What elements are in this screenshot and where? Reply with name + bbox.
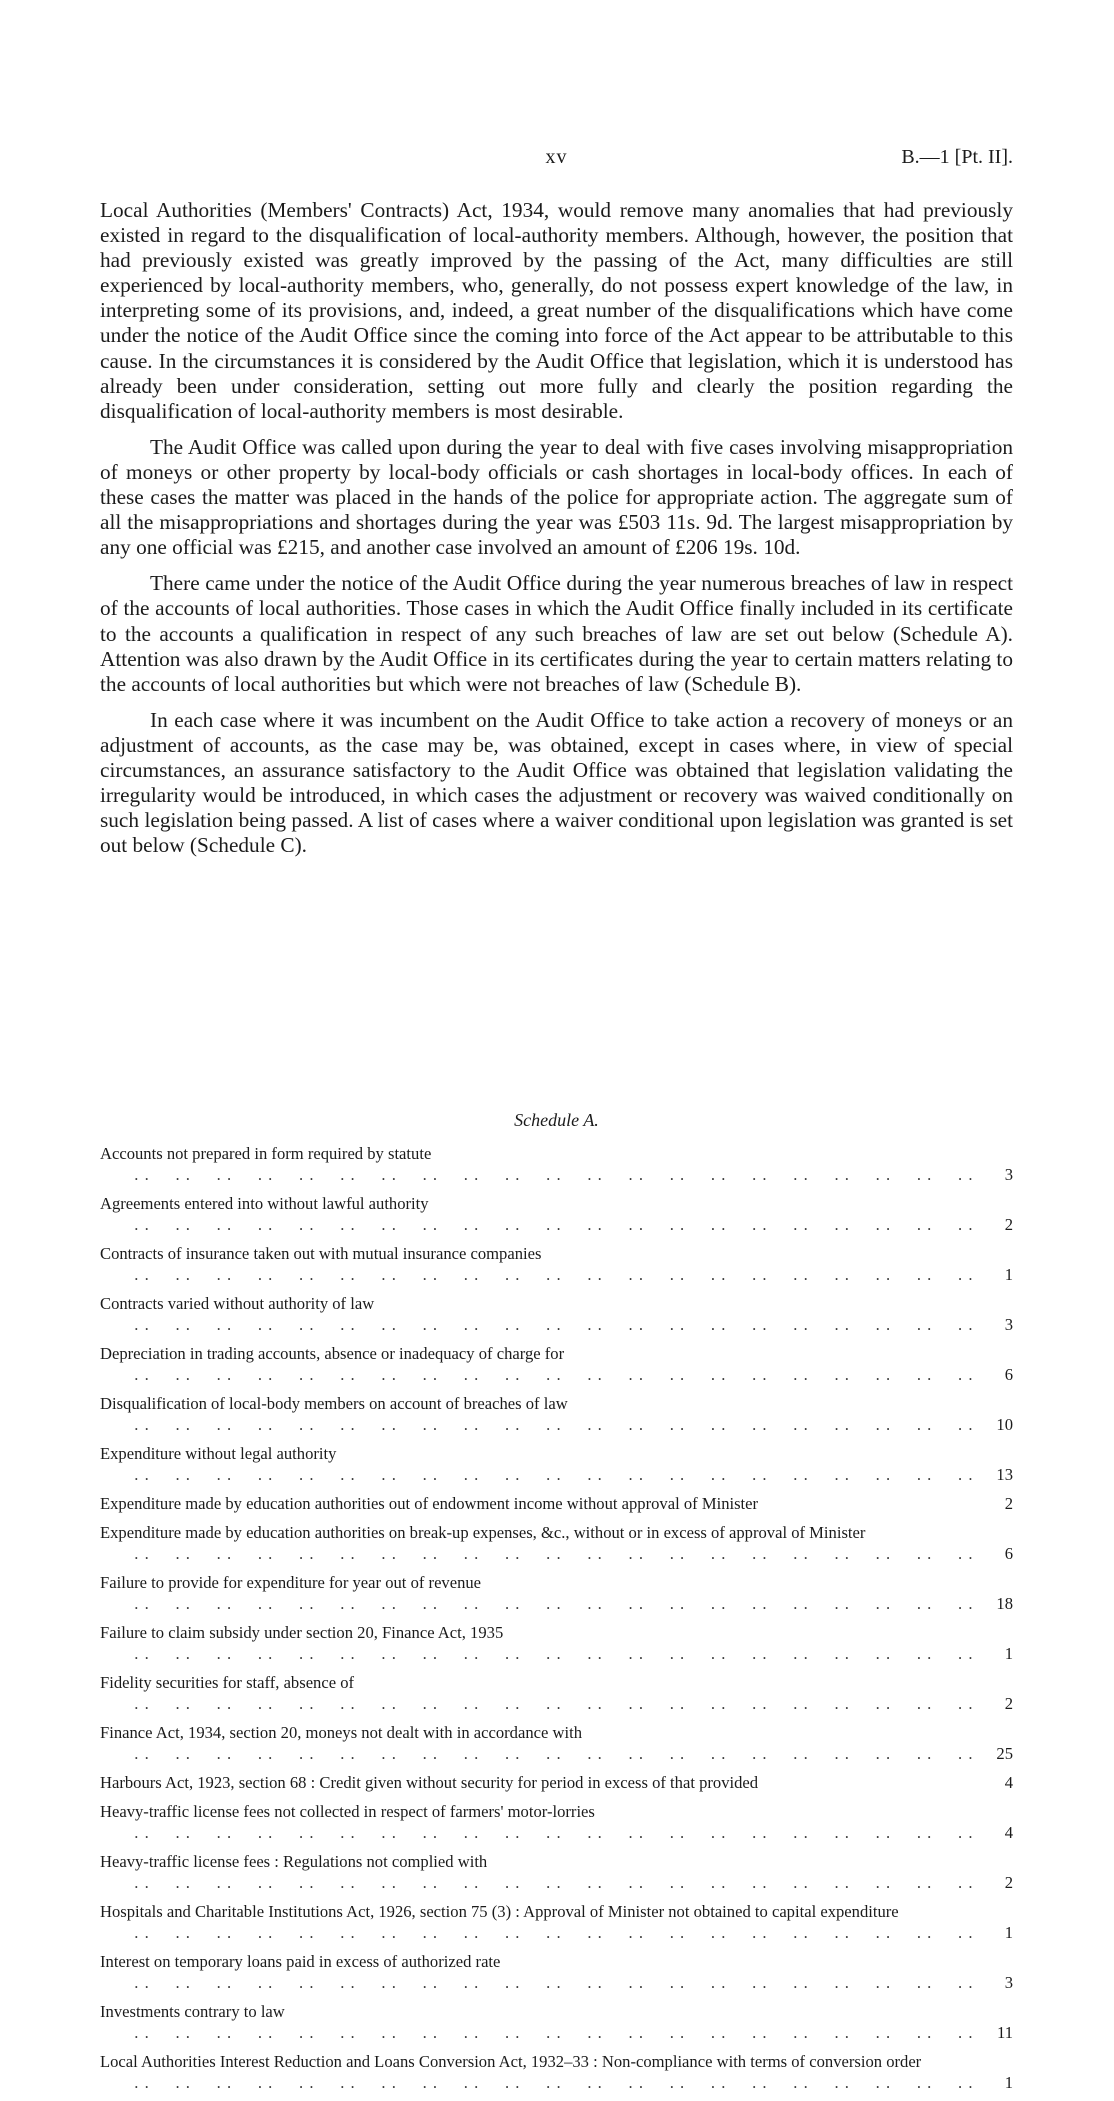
schedule-item-count: 1 [1004, 1265, 1013, 1284]
schedule-item-count: 1 [1004, 1644, 1013, 1663]
schedule-item-description: Local Authorities Interest Reduction and Loans Conversion Act, 1932–33 : Non-compliance with terms of conversion order . . [100, 2051, 977, 2093]
schedule-item-description: Expenditure made by education authorities out of endowment income without approval of Minister [100, 1493, 977, 1514]
schedule-item-description: Investments contrary to law . . [100, 2001, 977, 2043]
schedule-row [100, 1722, 1013, 1764]
schedule-list [100, 1143, 1013, 2101]
schedule-item-count: 25 [996, 1744, 1013, 1763]
schedule-item-count: 1 [1004, 2073, 1013, 2092]
paragraph: The Audit Office was called upon during the year to deal with five cases involving misappropriation of moneys or other property by local-body officials or cash shortages in local-body offices. In each of these cases the matter was placed in the hands of the police for appropriate action. The aggregate sum of all the misappropriations and shortages during the year was £503 11s. 9d. The largest misappropriation by any one official was £215, and another case involved an amount of £206 19s. 10d. [100, 434, 1013, 560]
schedule-row [100, 1493, 1013, 1514]
paragraph: In each case where it was incumbent on the Audit Office to take action a recovery of moneys or an adjustment of accounts, as the case may be, was obtained, except in cases where, in view of special circumstances, an assurance satisfactory to the Audit Office was obtained that legislation validating the irregularity would be introduced, in which cases the adjustment or recovery was waived conditionally on such legislation being passed. A list of cases where a waiver conditional upon legislation was granted is set out below (Schedule C). [100, 707, 1013, 858]
schedule-item-count: 2 [1004, 1694, 1013, 1713]
schedule-row [100, 1572, 1013, 1614]
paragraph: There came under the notice of the Audit Office during the year numerous breaches of law in respect of the accounts of local authorities. Those cases in which the Audit Office finally included in its certificate to the accounts a qualification in respect of any such breaches of law are set out below (Schedule A). Attention was also drawn by the Audit Office in its certificates during the year to certain matters relating to the accounts of local authorities but which were not breaches of law (Schedule B). [100, 571, 1013, 696]
schedule-row [100, 1522, 1013, 1564]
schedule-item-count: 2 [1004, 1873, 1013, 1892]
page-number: xv [545, 146, 568, 168]
schedule-row [100, 1343, 1013, 1385]
page-header [100, 146, 1013, 176]
schedule-item-description: Interest on temporary loans paid in excess of authorized rate . . [100, 1951, 977, 1993]
schedule-item-count: 11 [997, 2023, 1013, 2042]
schedule-item-description: Fidelity securities for staff, absence of . . [100, 1672, 977, 1714]
schedule-item-description: Disqualification of local-body members on account of breaches of law . . [100, 1393, 977, 1435]
schedule-item-description: Failure to provide for expenditure for year out of revenue . . [100, 1572, 977, 1614]
schedule-row [100, 1143, 1013, 1185]
schedule-item-description: Hospitals and Charitable Institutions Act, 1926, section 75 (3) : Approval of Minister not obtained to capital expenditure . . [100, 1901, 977, 1943]
schedule-item-description: Agreements entered into without lawful authority . . [100, 1193, 977, 1235]
paragraph: Local Authorities (Members' Contracts) Act, 1934, would remove many anomalies that had previously existed in regard to the disqualification of local-authority members. Although, however, the position that had previously existed was greatly improved by the passing of the Act, many difficulties are still experienced by local-authority members, who, generally, do not possess expert knowledge of the law, in interpreting some of its provisions, and, indeed, a great number of the disqualifications which have come under the notice of the Audit Office since the coming into force of the Act appear to be attributable to this cause. In the circumstances it is considered by the Audit Office that legislation, which it is understood has already been under consideration, setting out more fully and clearly the position regarding the disqualification of local-authority members is most desirable. [100, 198, 1013, 423]
schedule-item-description: Contracts varied without authority of law . . [100, 1293, 977, 1335]
schedule-item-count: 4 [1004, 1823, 1013, 1842]
schedule-item-description: Expenditure made by education authorities on break-up expenses, &c., without or in excess of approval of Minister . . [100, 1522, 977, 1564]
schedule-row [100, 1443, 1013, 1485]
schedule-item-count: 2 [1004, 1215, 1013, 1234]
schedule-item-count: 13 [996, 1465, 1013, 1484]
schedule-item-count: 3 [1004, 1973, 1013, 1992]
schedule-item-description: Harbours Act, 1923, section 68 : Credit given without security for period in excess of that provided [100, 1772, 977, 1793]
schedule-item-count: 3 [1004, 1315, 1013, 1334]
schedule-row [100, 2001, 1013, 2043]
schedule-item-description: Heavy-traffic license fees not collected in respect of farmers' motor-lorries . . [100, 1801, 977, 1843]
schedule-item-count: 6 [1004, 1544, 1013, 1563]
body-text [100, 198, 1013, 869]
schedule-item-description: Heavy-traffic license fees : Regulations not complied with . . [100, 1851, 977, 1893]
schedule-item-count: 3 [1004, 1165, 1013, 1184]
schedule-item-count: 4 [1004, 1773, 1013, 1792]
schedule-row [100, 1293, 1013, 1335]
schedule-row [100, 1243, 1013, 1285]
schedule-item-description: Accounts not prepared in form required by statute . . [100, 1143, 977, 1185]
schedule-item-count: 6 [1004, 1365, 1013, 1384]
schedule-row [100, 1801, 1013, 1843]
schedule-row [100, 1393, 1013, 1435]
schedule-item-count: 1 [1004, 1923, 1013, 1942]
document-reference: B.—1 [Pt. II]. [901, 146, 1013, 168]
schedule-row [100, 1193, 1013, 1235]
schedule-item-count: 2 [1004, 1494, 1013, 1513]
schedule-row [100, 1622, 1013, 1664]
schedule-row [100, 2051, 1013, 2093]
schedule-item-description: Contracts of insurance taken out with mutual insurance companies . . [100, 1243, 977, 1285]
schedule-item-description: Failure to claim subsidy under section 20, Finance Act, 1935 . . [100, 1622, 977, 1664]
schedule-item-count: 18 [996, 1594, 1013, 1613]
schedule-title: Schedule A. [514, 1110, 599, 1130]
schedule-item-description: Expenditure without legal authority . . [100, 1443, 977, 1485]
schedule-row [100, 1772, 1013, 1793]
schedule-row [100, 1901, 1013, 1943]
schedule-item-description: Depreciation in trading accounts, absence or inadequacy of charge for . . [100, 1343, 977, 1385]
schedule-row [100, 1951, 1013, 1993]
schedule-item-count: 10 [996, 1415, 1013, 1434]
schedule-row [100, 1851, 1013, 1893]
schedule-row [100, 1672, 1013, 1714]
schedule-item-description: Finance Act, 1934, section 20, moneys not dealt with in accordance with . . [100, 1722, 977, 1764]
